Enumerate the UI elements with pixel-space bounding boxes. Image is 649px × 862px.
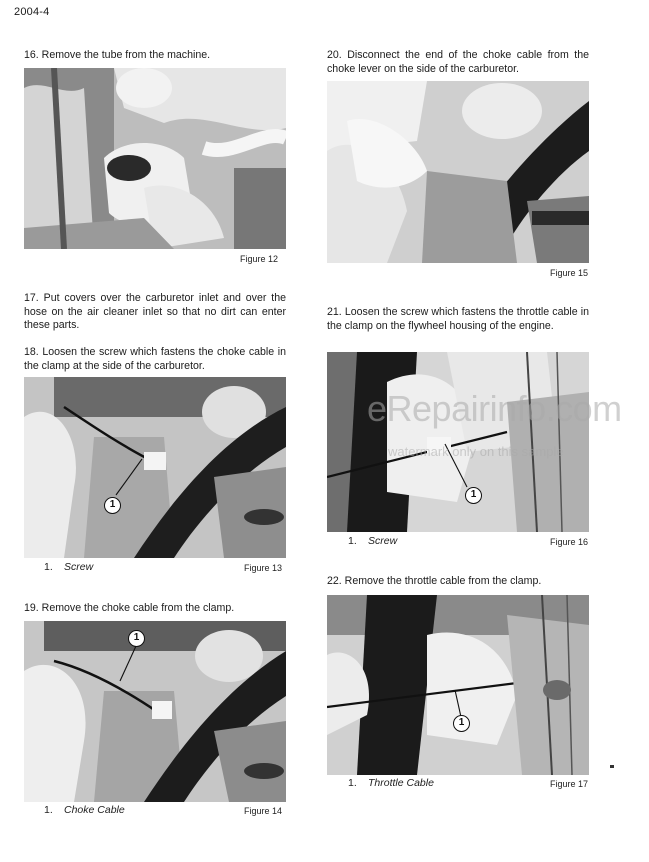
figure-16-legend-text: Screw <box>368 535 398 547</box>
figure-17-legend-number: 1. <box>348 777 357 789</box>
figure-13-legend-text: Screw <box>64 561 94 573</box>
page-number: 2004-4 <box>14 6 50 18</box>
step-18-text: 18. Loosen the screw which fastens the choke cable in the clamp at the side of the carburetor. <box>24 346 286 372</box>
figure-13-caption: Figure 13 <box>244 563 283 573</box>
figure-14-legend-number: 1. <box>44 804 53 816</box>
figure-17-legend-text: Throttle Cable <box>368 777 434 789</box>
figure-14-legend <box>44 804 125 816</box>
figure-16-caption: Figure 16 <box>550 537 589 547</box>
figure-13-legend-number: 1. <box>44 561 53 573</box>
figure-17-legend <box>348 777 434 789</box>
figure-16-callout-1: 1 <box>465 487 482 504</box>
figure-12-photo <box>24 68 286 249</box>
stray-mark <box>610 765 614 768</box>
figure-12-caption: Figure 12 <box>240 254 279 264</box>
figure-14-callout-1: 1 <box>128 630 145 647</box>
figure-13-photo <box>24 377 286 558</box>
figure-16-legend <box>348 535 397 547</box>
step-20-text: 20. Disconnect the end of the choke cable from the choke lever on the side of the carburetor. <box>327 49 589 75</box>
step-17-text: 17. Put covers over the carburetor inlet and over the hose on the air cleaner inlet so that no dirt can enter these parts. <box>24 292 286 332</box>
watermark-sub: watermark only on this sample <box>388 444 564 459</box>
figure-13-callout-1: 1 <box>104 497 121 514</box>
figure-16-photo <box>327 352 589 532</box>
figure-17-caption: Figure 17 <box>550 779 589 789</box>
step-19-text: 19. Remove the choke cable from the clamp. <box>24 602 235 614</box>
figure-14-photo <box>24 621 286 802</box>
figure-17-callout-1: 1 <box>453 715 470 732</box>
step-16-text: 16. Remove the tube from the machine. <box>24 49 211 61</box>
step-22-text: 22. Remove the throttle cable from the clamp. <box>327 575 542 587</box>
watermark-main: eRepairinfo.com <box>367 388 622 429</box>
figure-13-legend <box>44 561 93 573</box>
figure-15-photo <box>327 81 589 263</box>
figure-17-photo <box>327 595 589 775</box>
figure-14-legend-text: Choke Cable <box>64 804 125 816</box>
figure-14-caption: Figure 14 <box>244 806 283 816</box>
figure-16-legend-number: 1. <box>348 535 357 547</box>
step-21-text: 21. Loosen the screw which fastens the throttle cable in the clamp on the flywheel housing of the engine. <box>327 306 589 332</box>
figure-15-caption: Figure 15 <box>550 268 589 278</box>
